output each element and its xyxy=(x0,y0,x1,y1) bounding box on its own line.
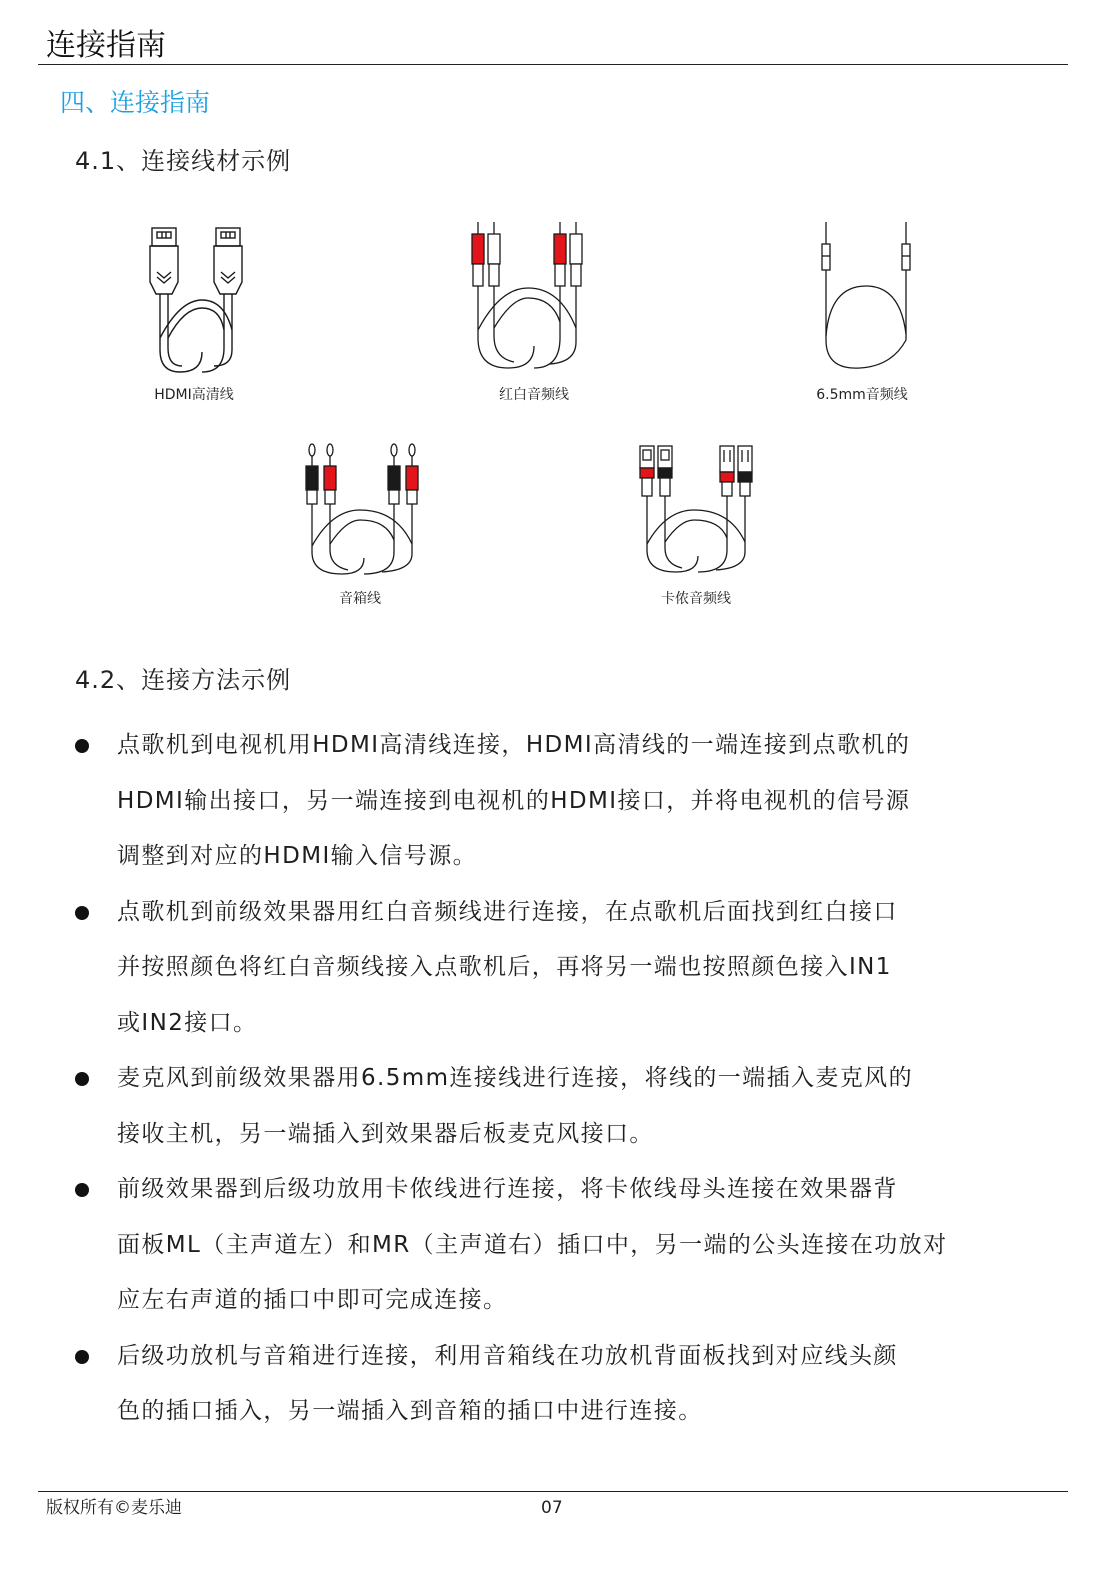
list-item-line: 色的插口插入，另一端插入到音箱的插口中进行连接。 xyxy=(117,1398,703,1424)
bullet-icon xyxy=(75,1072,89,1086)
list-item xyxy=(70,1329,1070,1440)
cable-label-jack: 6.5mm音频线 xyxy=(816,387,908,403)
list-item-line: 应左右声道的插口中即可完成连接。 xyxy=(117,1287,508,1313)
bullet-icon xyxy=(75,906,89,920)
cable-xlr xyxy=(632,440,762,580)
connection-steps-list xyxy=(70,718,1070,1440)
list-item-line: 面板ML（主声道左）和MR（主声道右）插口中，另一端的公头连接在功放对 xyxy=(117,1231,948,1258)
cable-label-hdmi: HDMI高清线 xyxy=(154,387,234,403)
list-item-line: HDMI输出接口，另一端连接到电视机的HDMI接口，并将电视机的信号源 xyxy=(117,787,911,814)
bullet-icon xyxy=(75,1183,89,1197)
cable-label-xlr: 卡侬音频线 xyxy=(661,591,731,607)
list-item-line: 麦克风到前级效果器用6.5mm连接线进行连接，将线的一端插入麦克风的 xyxy=(117,1065,913,1091)
subsection-title-methods: 4.2、连接方法示例 xyxy=(75,666,292,694)
cable-label-rca: 红白音频线 xyxy=(499,387,569,403)
list-item-line: 调整到对应的HDMI输入信号源。 xyxy=(117,843,478,869)
cable-hdmi xyxy=(140,220,260,380)
page-title: 连接指南 xyxy=(46,28,166,63)
cable-label-speaker: 音箱线 xyxy=(339,591,381,607)
list-item-line: 后级功放机与音箱进行连接，利用音箱线在功放机背面板找到对应线头颜 xyxy=(117,1342,898,1369)
list-item xyxy=(70,718,1070,885)
cable-speaker xyxy=(298,440,428,580)
cable-rca xyxy=(464,218,604,378)
list-item-line: 点歌机到电视机用HDMI高清线连接，HDMI高清线的一端连接到点歌机的 xyxy=(117,732,911,758)
header-divider xyxy=(38,64,1068,65)
list-item xyxy=(70,1162,1070,1329)
speaker-cable-icon xyxy=(298,440,428,580)
list-item xyxy=(70,1051,1070,1162)
page-number: 07 xyxy=(541,1498,563,1518)
list-item-line: 点歌机到前级效果器用红白音频线进行连接，在点歌机后面找到红白接口 xyxy=(117,898,898,925)
hdmi-cable-icon xyxy=(140,220,260,380)
list-item-line: 或IN2接口。 xyxy=(117,1009,258,1036)
cable-jack xyxy=(810,220,920,380)
list-item-line: 前级效果器到后级功放用卡侬线进行连接，将卡侬线母头连接在效果器背 xyxy=(117,1176,898,1202)
section-title: 四、连接指南 xyxy=(60,88,211,117)
footer-divider xyxy=(38,1491,1068,1492)
jack-cable-icon xyxy=(810,220,920,380)
list-item-line: 并按照颜色将红白音频线接入点歌机后，再将另一端也按照颜色接入IN1 xyxy=(117,954,892,980)
rca-cable-icon xyxy=(464,218,604,378)
bullet-icon xyxy=(75,739,89,753)
bullet-icon xyxy=(75,1350,89,1364)
footer-copyright: 版权所有©麦乐迪 xyxy=(46,1498,182,1518)
subsection-title-cables: 4.1、连接线材示例 xyxy=(75,147,292,175)
list-item xyxy=(70,885,1070,1052)
xlr-cable-icon xyxy=(632,440,762,580)
list-item-line: 接收主机，另一端插入到效果器后板麦克风接口。 xyxy=(117,1120,654,1147)
